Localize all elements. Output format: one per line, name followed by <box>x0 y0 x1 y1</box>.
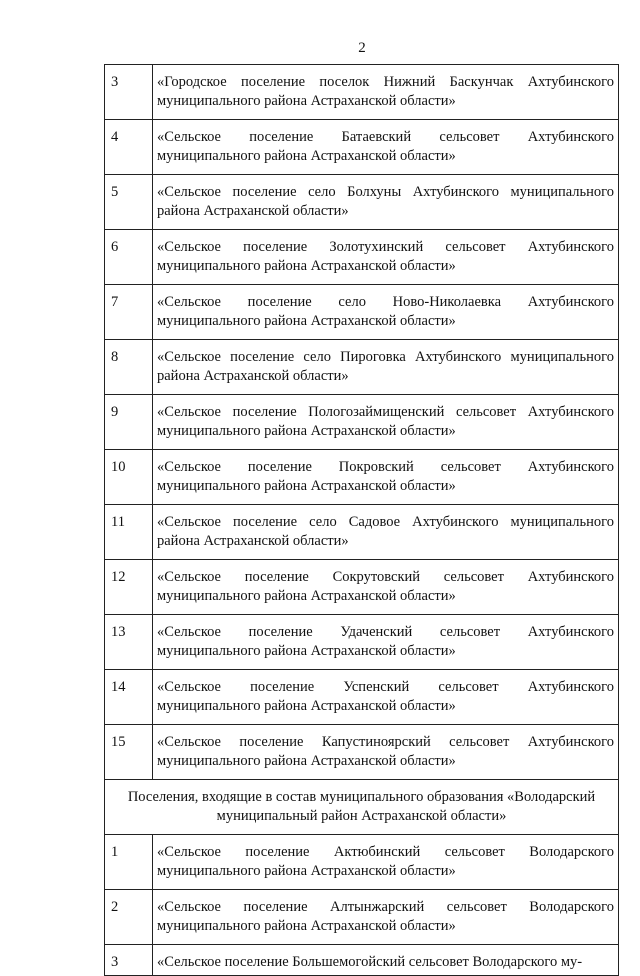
row-number: 10 <box>105 450 153 505</box>
settlements-table <box>104 64 619 976</box>
table-row <box>105 670 619 725</box>
row-text: «Сельское поселение Алтынжарский сельсовет Володарского муниципального района Астраханской области» <box>153 890 619 945</box>
row-text: «Сельское поселение Успенский сельсовет Ахтубинского муниципального района Астраханской области» <box>153 670 619 725</box>
row-number: 2 <box>105 890 153 945</box>
row-text: «Сельское поселение Батаевский сельсовет Ахтубинского муниципального района Астраханской области» <box>153 120 619 175</box>
row-number: 3 <box>105 945 153 976</box>
row-text: «Сельское поселение село Садовое Ахтубинского муниципального района Астраханской области» <box>153 505 619 560</box>
row-text: «Сельское поселение Большемогойский сельсовет Володарского му- <box>153 945 619 976</box>
table-row <box>105 175 619 230</box>
table-row <box>105 120 619 175</box>
row-number: 3 <box>105 65 153 120</box>
row-number: 12 <box>105 560 153 615</box>
row-text: «Сельское поселение село Пироговка Ахтубинского муниципального района Астраханской области» <box>153 340 619 395</box>
table-row <box>105 395 619 450</box>
row-number: 9 <box>105 395 153 450</box>
table-row <box>105 340 619 395</box>
row-number: 7 <box>105 285 153 340</box>
row-text: «Сельское поселение Капустиноярский сельсовет Ахтубинского муниципального района Астраханской области» <box>153 725 619 780</box>
row-number: 8 <box>105 340 153 395</box>
table-row <box>105 835 619 890</box>
row-text: «Сельское поселение Золотухинский сельсовет Ахтубинского муниципального района Астраханской области» <box>153 230 619 285</box>
row-text: «Сельское поселение Сокрутовский сельсовет Ахтубинского муниципального района Астраханской области» <box>153 560 619 615</box>
table-row <box>105 945 619 976</box>
row-number: 14 <box>105 670 153 725</box>
row-text: «Сельское поселение Удаченский сельсовет Ахтубинского муниципального района Астраханской области» <box>153 615 619 670</box>
row-number: 6 <box>105 230 153 285</box>
row-text: «Сельское поселение Пологозаймищенский сельсовет Ахтубинского муниципального района Астраханской области» <box>153 395 619 450</box>
table-row <box>105 890 619 945</box>
section-heading: Поселения, входящие в состав муниципального образования «Володарский муниципальный район Астраханской области» <box>105 780 619 835</box>
row-text: «Городское поселение поселок Нижний Баскунчак Ахтубинского муниципального района Астраханской области» <box>153 65 619 120</box>
row-text: «Сельское поселение село Болхуны Ахтубинского муниципального района Астраханской области» <box>153 175 619 230</box>
row-number: 13 <box>105 615 153 670</box>
table-row <box>105 615 619 670</box>
table-row <box>105 230 619 285</box>
row-number: 1 <box>105 835 153 890</box>
table-row <box>105 725 619 780</box>
table-row <box>105 450 619 505</box>
row-number: 4 <box>105 120 153 175</box>
section-heading-row <box>105 780 619 835</box>
table-row <box>105 560 619 615</box>
row-text: «Сельское поселение село Ново-Николаевка Ахтубинского муниципального района Астраханской области» <box>153 285 619 340</box>
row-text: «Сельское поселение Актюбинский сельсовет Володарского муниципального района Астраханской области» <box>153 835 619 890</box>
row-number: 5 <box>105 175 153 230</box>
row-number: 15 <box>105 725 153 780</box>
row-text: «Сельское поселение Покровский сельсовет Ахтубинского муниципального района Астраханской области» <box>153 450 619 505</box>
row-number: 11 <box>105 505 153 560</box>
page-number: 2 <box>358 40 366 56</box>
table-row <box>105 285 619 340</box>
table-row <box>105 505 619 560</box>
table-row <box>105 65 619 120</box>
